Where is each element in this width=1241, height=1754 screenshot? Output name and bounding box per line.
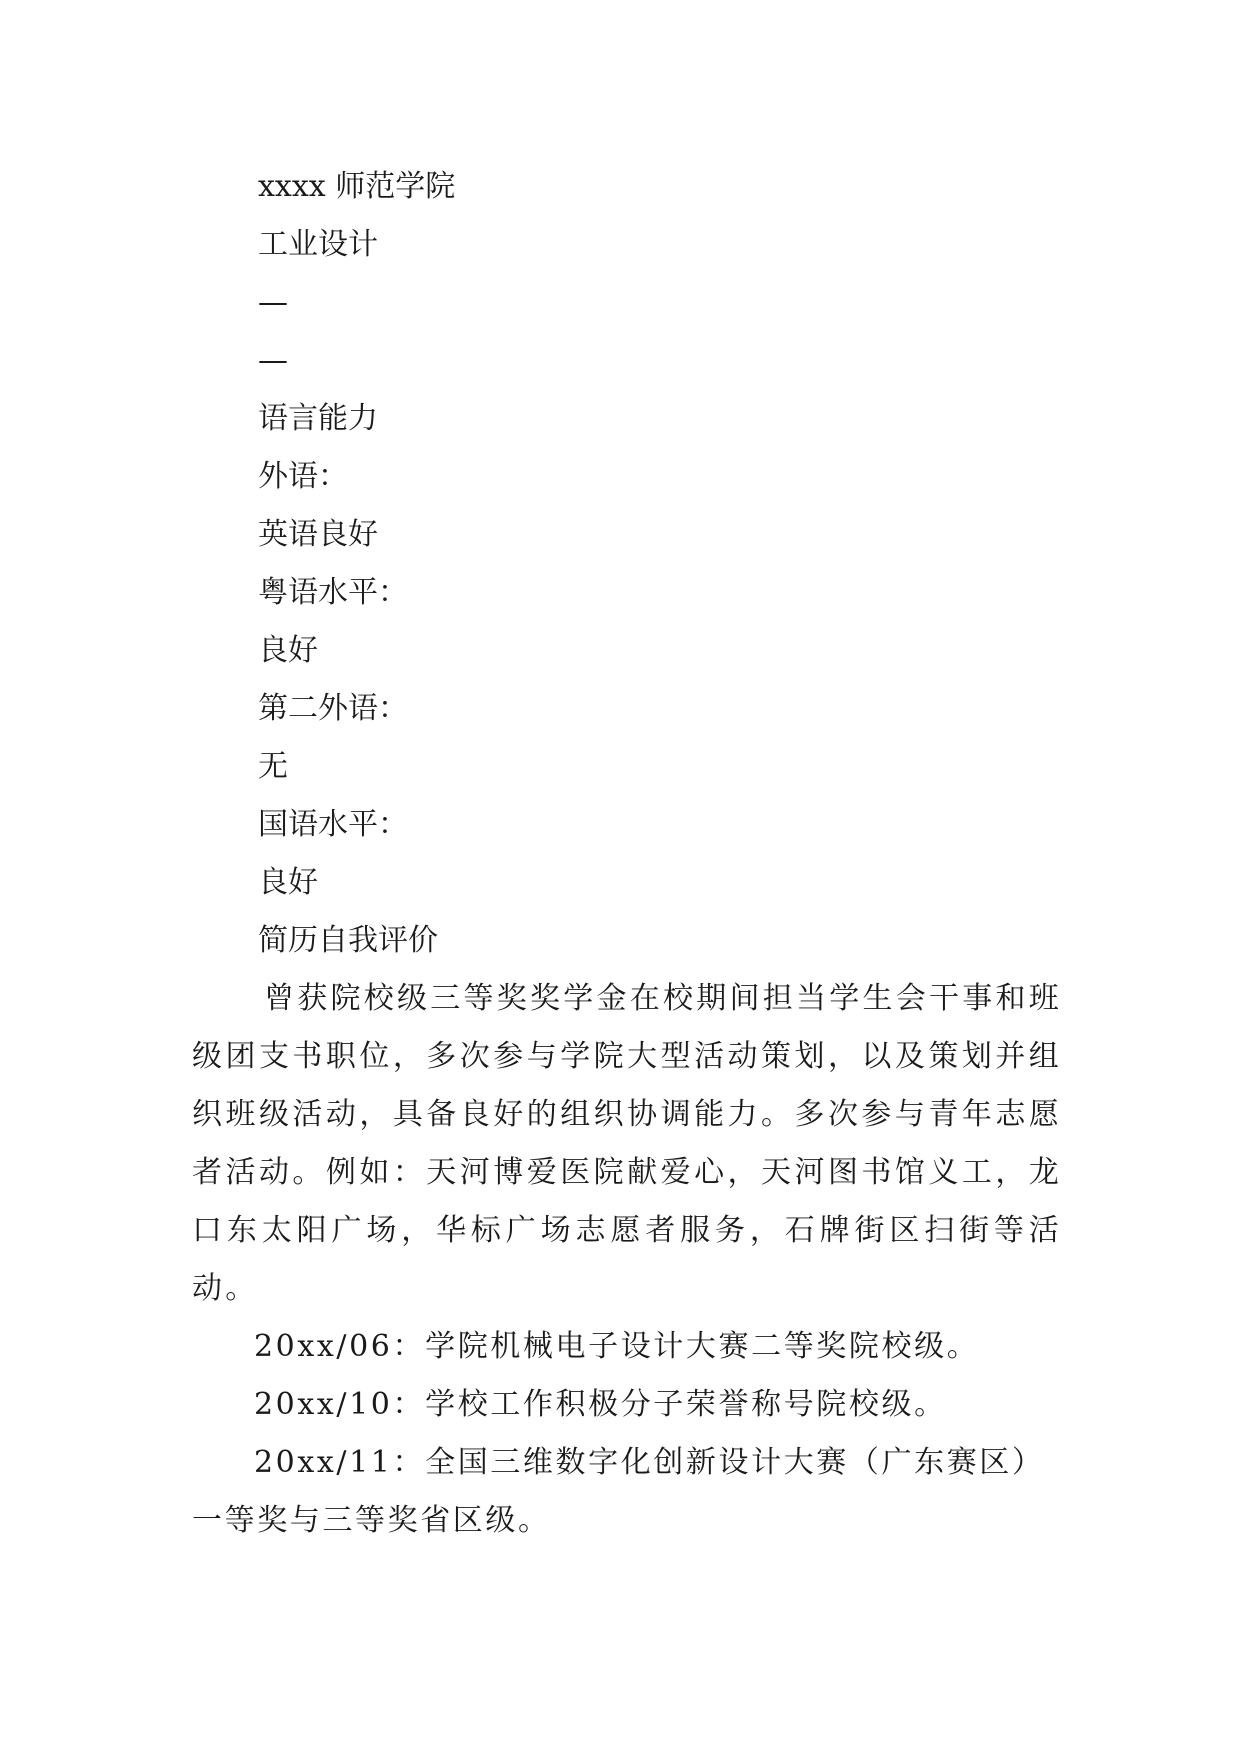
award-item-1: 20xx/06：学院机械电子设计大赛二等奖院校级。 (254, 1329, 980, 1364)
mandarin-label: 国语水平： (258, 807, 408, 842)
dash-line-1: — (258, 285, 288, 320)
cantonese-value: 良好 (258, 633, 318, 668)
self-evaluation-paragraph: 曾获院校级三等奖奖学金在校期间担当学生会干事和班级团支书职位，多次参与学院大型活动策划，以及策划并组织班级活动，具备良好的组织协调能力。多次参与青年志愿者活动。例如：天河博爱医院献爱心，天河图书馆义工，龙口东太阳广场，华标广场志愿者服务，石牌街区扫街等活动。 (192, 981, 1062, 1306)
foreign-language-value: 英语良好 (258, 517, 378, 552)
mandarin-value: 良好 (258, 865, 318, 900)
foreign-language-label: 外语： (258, 459, 348, 494)
school-name: xxxx 师范学院 (258, 169, 456, 204)
second-foreign-value: 无 (258, 749, 288, 784)
self-evaluation-heading: 简历自我评价 (258, 923, 438, 958)
second-foreign-label: 第二外语： (258, 691, 408, 726)
major-name: 工业设计 (258, 227, 378, 262)
dash-line-2: — (258, 343, 288, 378)
language-heading: 语言能力 (258, 401, 378, 436)
award-item-3: 20xx/11：全国三维数字化创新设计大赛（广东赛区）一等奖与三等奖省区级。 (192, 1445, 1045, 1538)
resume-content (192, 158, 1062, 1550)
cantonese-label: 粤语水平： (258, 575, 408, 610)
award-item-2: 20xx/10：学校工作积极分子荣誉称号院校级。 (254, 1387, 947, 1422)
